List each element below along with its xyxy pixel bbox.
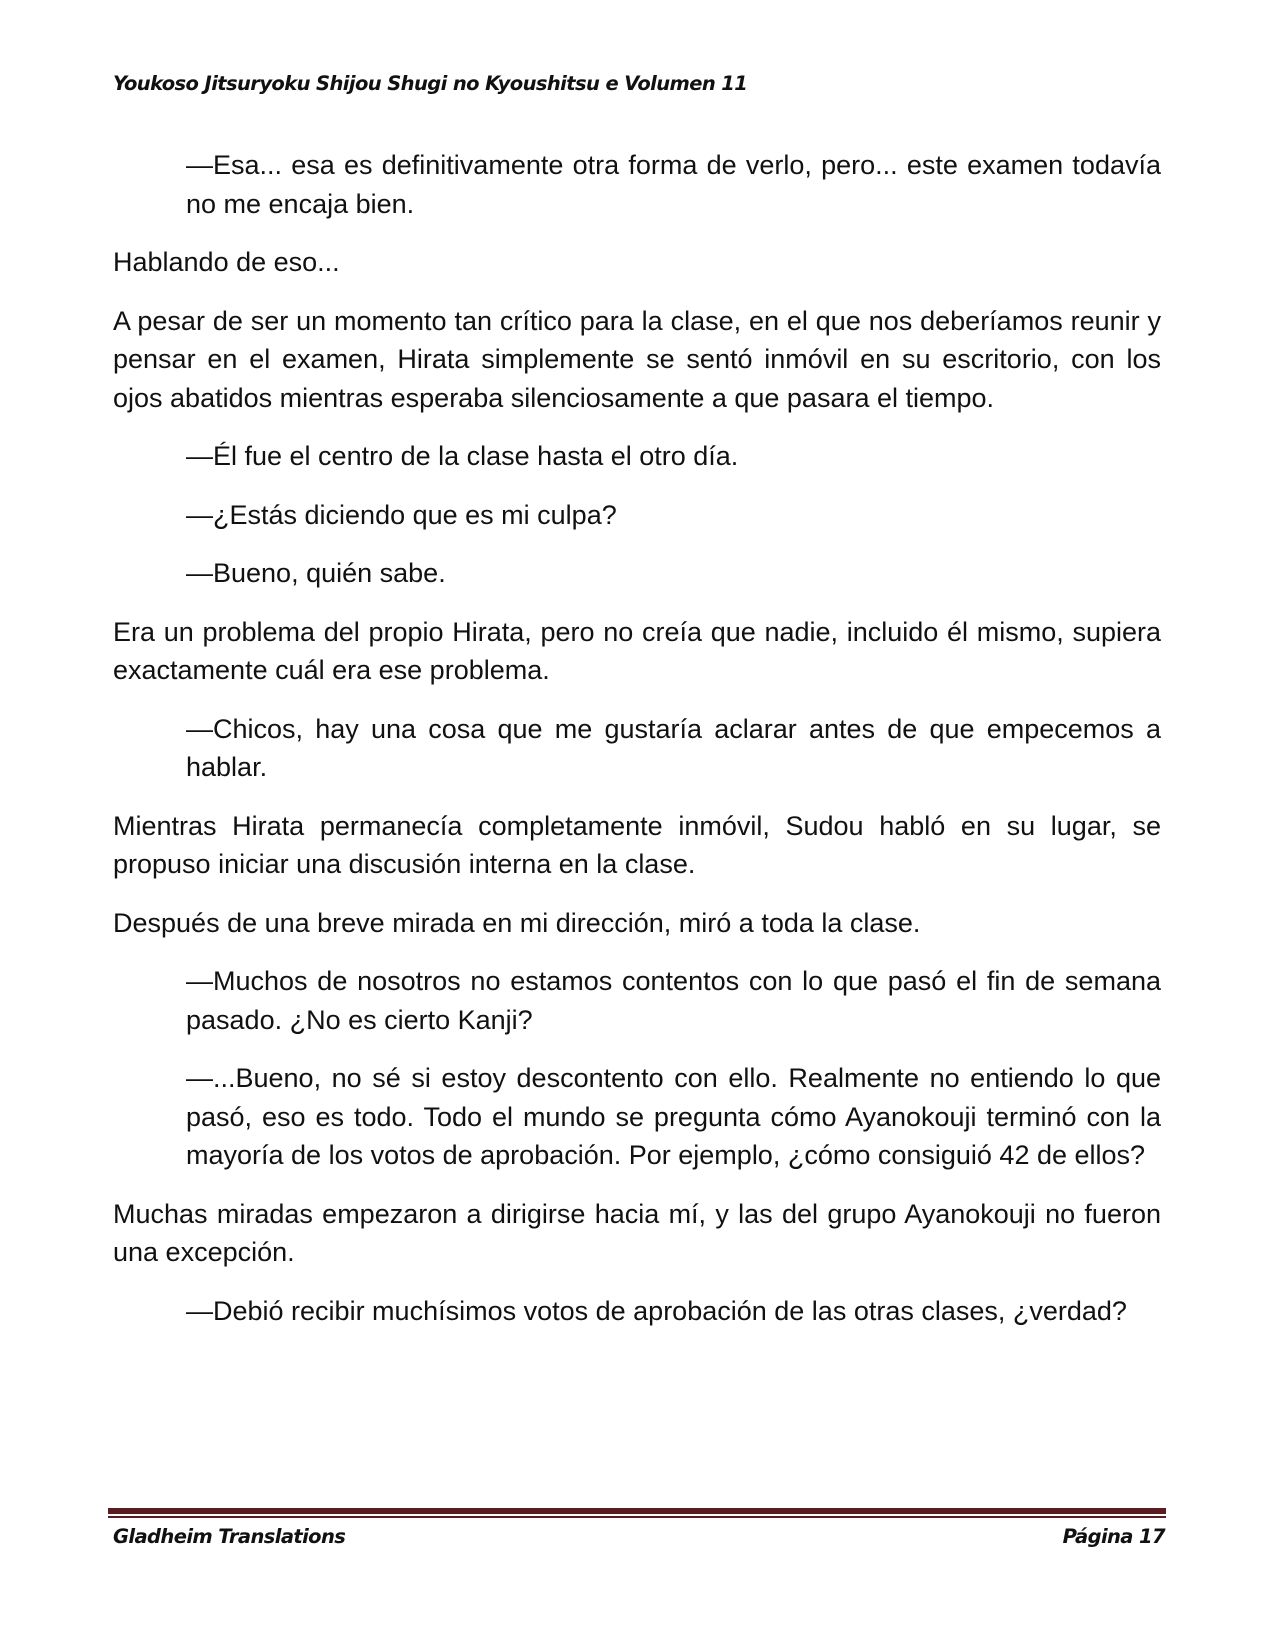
paragraph-dialogue: —...Bueno, no sé si estoy descontento con ello. Realmente no entiendo lo que pasó, eso es todo. Todo el mundo se pregunta cómo Ayanokouji terminó con la mayoría de los votos de aprobación. Por ejemplo, ¿cómo consiguió 42 de ellos?: [186, 1063, 1161, 1170]
paragraph-dialogue: —Él fue el centro de la clase hasta el otro día.: [186, 441, 739, 471]
paragraph-dialogue: —¿Estás diciendo que es mi culpa?: [186, 499, 617, 530]
paragraph-dialogue: —Chicos, hay una cosa que me gustaría aclarar antes de que empecemos a hablar.: [186, 713, 1161, 782]
paragraph-dialogue: —Esa... esa es definitivamente otra forma de verlo, pero... este examen todavía no me encaja bien.: [186, 150, 1161, 219]
page-header-title: Youkoso Jitsuryoku Shijou Shugi no Kyoushitsu e Volumen 11: [113, 72, 748, 95]
paragraph-narration: Mientras Hirata permanecía completamente inmóvil, Sudou habló en su lugar, se propuso iniciar una discusión interna en la clase.: [113, 810, 1161, 879]
paragraph-dialogue: —Debió recibir muchísimos votos de aprobación de las otras clases, ¿verdad?: [186, 1295, 1127, 1326]
paragraph-dialogue: —Bueno, quién sabe.: [186, 558, 446, 588]
footer-page-number: Página 17: [1062, 1525, 1165, 1548]
page-body: [113, 146, 1161, 1350]
paragraph-dialogue: —Muchos de nosotros no estamos contentos con lo que pasó el fin de semana pasado. ¿No es cierto Kanji?: [186, 966, 1161, 1035]
paragraph-narration: Era un problema del propio Hirata, pero no creía que nadie, incluido él mismo, supiera exactamente cuál era ese problema.: [113, 616, 1161, 685]
footer-divider-thin-line: [108, 1516, 1166, 1518]
paragraph-narration: Hablando de eso...: [113, 247, 340, 277]
paragraph-narration: Muchas miradas empezaron a dirigirse hacia mí, y las del grupo Ayanokouji no fueron una excepción.: [113, 1198, 1161, 1267]
paragraph-narration: A pesar de ser un momento tan crítico para la clase, en el que nos deberíamos reunir y pensar en el examen, Hirata simplemente se sentó inmóvil en su escritorio, con los ojos abatidos mientras esperaba silenciosamente a que pasara el tiempo.: [113, 305, 1161, 413]
footer-divider: [108, 1508, 1166, 1519]
footer-translator-credit: Gladheim Translations: [113, 1525, 346, 1548]
paragraph-narration: Después de una breve mirada en mi dirección, miró a toda la clase.: [113, 907, 921, 938]
footer-divider-thick-line: [108, 1508, 1166, 1514]
